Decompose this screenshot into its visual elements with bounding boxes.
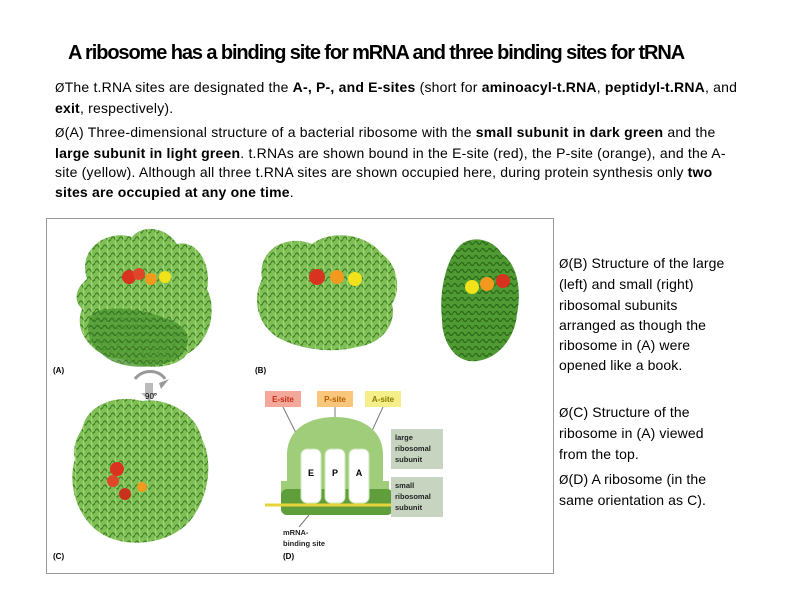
- bullet-bold: small subunit in dark green: [475, 124, 664, 140]
- side-bullet-b: [559, 253, 729, 376]
- arrow-bullet-icon: Ø: [559, 257, 569, 271]
- small-label-line: ribosomal: [395, 492, 431, 501]
- panel-b-label: (B): [255, 366, 267, 375]
- bullet-text: , and: [704, 79, 738, 95]
- ribosome-figure: [46, 218, 554, 574]
- bullet-text: (A) Three-dimensional structure of a bacterial ribosome with the: [64, 124, 476, 140]
- bullet-text: . t.RNAs are shown bound in the E-site (red), the P-site (orange), and the A-site (yellow). Although all three t.RNA sites are shown occupied here, during protein synthesis only: [55, 144, 726, 180]
- a-site-label: A-site: [371, 395, 395, 404]
- bullet-bold: large subunit in light green: [55, 144, 241, 161]
- bullet-text: .: [289, 183, 294, 200]
- arrow-bullet-icon: Ø: [559, 406, 569, 420]
- large-label-line: subunit: [395, 455, 423, 464]
- ribosome-illustration: [47, 219, 553, 573]
- bullet-text: ,: [596, 79, 605, 95]
- bullet-bold: two sites are occupied at any one time: [55, 164, 713, 200]
- arrow-bullet-icon: Ø: [559, 473, 569, 487]
- side-bullet-text: (D) A ribosome (in the same orientation as C).: [559, 471, 707, 509]
- bullet-bold: A-, P-, and E-sites: [292, 79, 416, 95]
- e-slot-letter: E: [307, 468, 315, 478]
- bullet-bold: peptidyl-t.RNA: [604, 79, 705, 95]
- large-label-line: ribosomal: [395, 444, 431, 453]
- ribosome-schematic: [265, 391, 443, 548]
- side-bullet-text: (C) Structure of the ribosome in (A) viewed from the top.: [559, 404, 704, 462]
- rotation-label: 90°: [145, 392, 158, 401]
- e-site-label: E-site: [272, 395, 294, 404]
- arrow-bullet-icon: Ø: [55, 126, 65, 140]
- ribosome-a: [77, 229, 212, 367]
- bullet-structure-description: [55, 123, 745, 202]
- p-site-label: P-site: [324, 395, 346, 404]
- large-subunit-b: [257, 235, 397, 350]
- bullet-text: The t.RNA sites are designated the: [64, 79, 293, 95]
- bullet-bold: exit: [55, 99, 80, 116]
- mrna-label-line: binding site: [283, 539, 326, 548]
- panel-a-label: (A): [53, 366, 65, 375]
- mrna-label-line: mRNA-: [283, 528, 309, 537]
- p-slot-letter: P: [331, 468, 339, 478]
- bullet-text: and the: [663, 124, 716, 140]
- a-slot-letter: A: [355, 468, 363, 478]
- arrow-bullet-icon: Ø: [55, 81, 65, 95]
- rotation-arrow-icon: [135, 372, 165, 380]
- small-subunit-b: [441, 239, 519, 361]
- bullet-text: (short for: [415, 79, 482, 95]
- panel-d-label: (D): [283, 552, 295, 561]
- side-bullet-text: (B) Structure of the large (left) and small (right) ribosomal subunits arranged as though the ribosome in (A) were opened like a book.: [559, 255, 725, 374]
- small-label-line: small: [395, 481, 415, 490]
- slide-title: A ribosome has a binding site for mRNA and three binding sites for tRNA: [68, 42, 685, 64]
- side-bullet-d: [559, 469, 729, 511]
- panel-c-label: (C): [53, 552, 65, 561]
- bullet-bold: aminoacyl-t.RNA: [481, 79, 597, 95]
- small-label-line: subunit: [395, 503, 423, 512]
- side-bullet-c: [559, 402, 729, 464]
- large-label-line: large: [395, 433, 413, 442]
- ribosome-c: [72, 399, 208, 543]
- bullet-text: , respectively).: [79, 99, 174, 116]
- bullet-site-names: [55, 78, 745, 118]
